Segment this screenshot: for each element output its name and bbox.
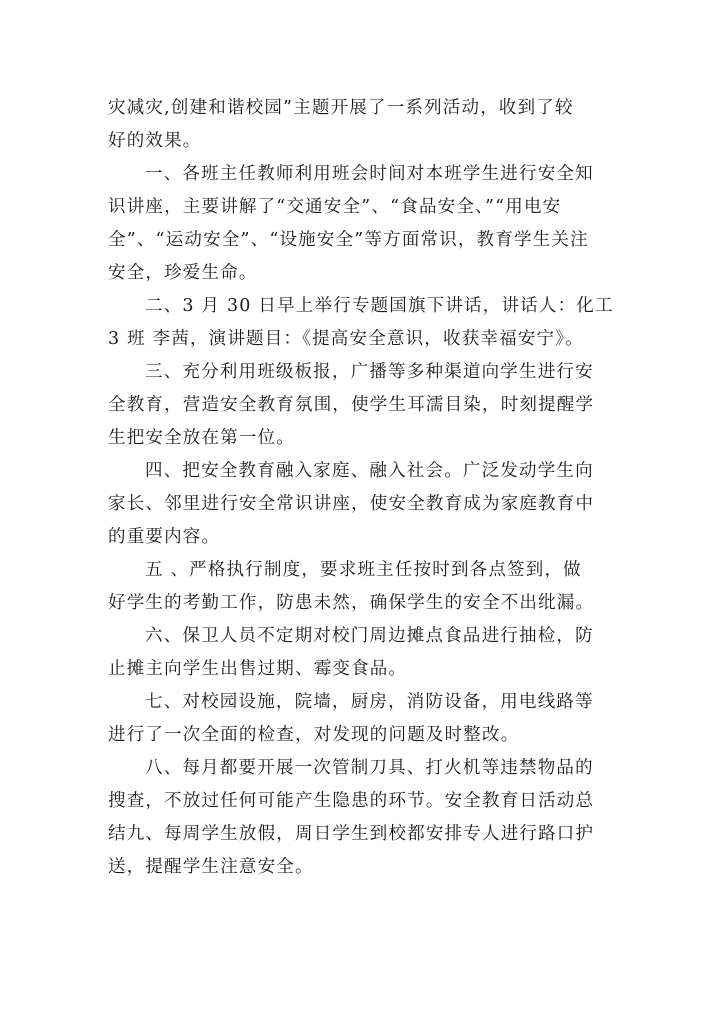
text-line: 识讲座，主要讲解了“交通安全”、“食品安全、”“用电安 bbox=[108, 197, 562, 217]
text-line: 的重要内容。 bbox=[108, 527, 221, 547]
text-line: 进行了一次全面的检查，对发现的问题及时整改。 bbox=[108, 725, 520, 745]
paragraph-item-8 bbox=[108, 752, 614, 884]
text-line: 二、3 月 30 日早上举行专题国旗下讲话，讲话人：化工 bbox=[145, 296, 614, 316]
text-line: 一、各班主任教师利用班会时间对本班学生进行安全知 bbox=[145, 164, 594, 184]
text-line: 五 、严格执行制度，要求班主任按时到各点签到，做 bbox=[145, 560, 582, 580]
text-line: 八、每月都要开展一次管制刀具、打火机等违禁物品的 bbox=[145, 758, 594, 778]
paragraph-item-1 bbox=[108, 158, 614, 290]
document-body bbox=[108, 92, 614, 884]
text-line: 全教育，营造安全教育氛围，使学生耳濡目染，时刻提醒学 bbox=[108, 395, 595, 415]
paragraph-intro-continuation bbox=[108, 92, 614, 158]
paragraph-item-7 bbox=[108, 686, 614, 752]
text-line: 好的效果。 bbox=[108, 131, 202, 151]
text-line: 送，提醒学生注意安全。 bbox=[108, 857, 314, 877]
text-line: 搜查，不放过任何可能产生隐患的环节。安全教育日活动总 bbox=[108, 791, 595, 811]
text-line: 四、把安全教育融入家庭、融入社会。广泛发动学生向 bbox=[145, 461, 594, 481]
text-line: 全”、“运动安全”、“设施安全”等方面常识，教育学生关注 bbox=[108, 230, 589, 250]
text-line: 六、保卫人员不定期对校门周边摊点食品进行抽检，防 bbox=[145, 626, 594, 646]
text-line: 七、对校园设施，院墙，厨房，消防设备，用电线路等 bbox=[145, 692, 594, 712]
text-line: 灾减灾,创建和谐校园”主题开展了一系列活动，收到了较 bbox=[108, 98, 574, 118]
text-line: 生把安全放在第一位。 bbox=[108, 428, 295, 448]
text-line: 好学生的考勤工作，防患未然，确保学生的安全不出纰漏。 bbox=[108, 593, 595, 613]
paragraph-item-5 bbox=[108, 554, 614, 620]
paragraph-item-6 bbox=[108, 620, 614, 686]
text-line: 安全，珍爱生命。 bbox=[108, 263, 258, 283]
text-line: 结九、每周学生放假，周日学生到校都安排专人进行路口护 bbox=[108, 824, 595, 844]
paragraph-item-4 bbox=[108, 455, 614, 554]
text-line: 三、充分利用班级板报，广播等多种渠道向学生进行安 bbox=[145, 362, 594, 382]
text-line: 3 班 李茜，演讲题目：《提高安全意识，收获幸福安宁》。 bbox=[108, 329, 584, 349]
paragraph-item-3 bbox=[108, 356, 614, 455]
text-line: 止摊主向学生出售过期、霉变食品。 bbox=[108, 659, 408, 679]
paragraph-item-2 bbox=[108, 290, 614, 356]
text-line: 家长、邻里进行安全常识讲座，使安全教育成为家庭教育中 bbox=[108, 494, 595, 514]
